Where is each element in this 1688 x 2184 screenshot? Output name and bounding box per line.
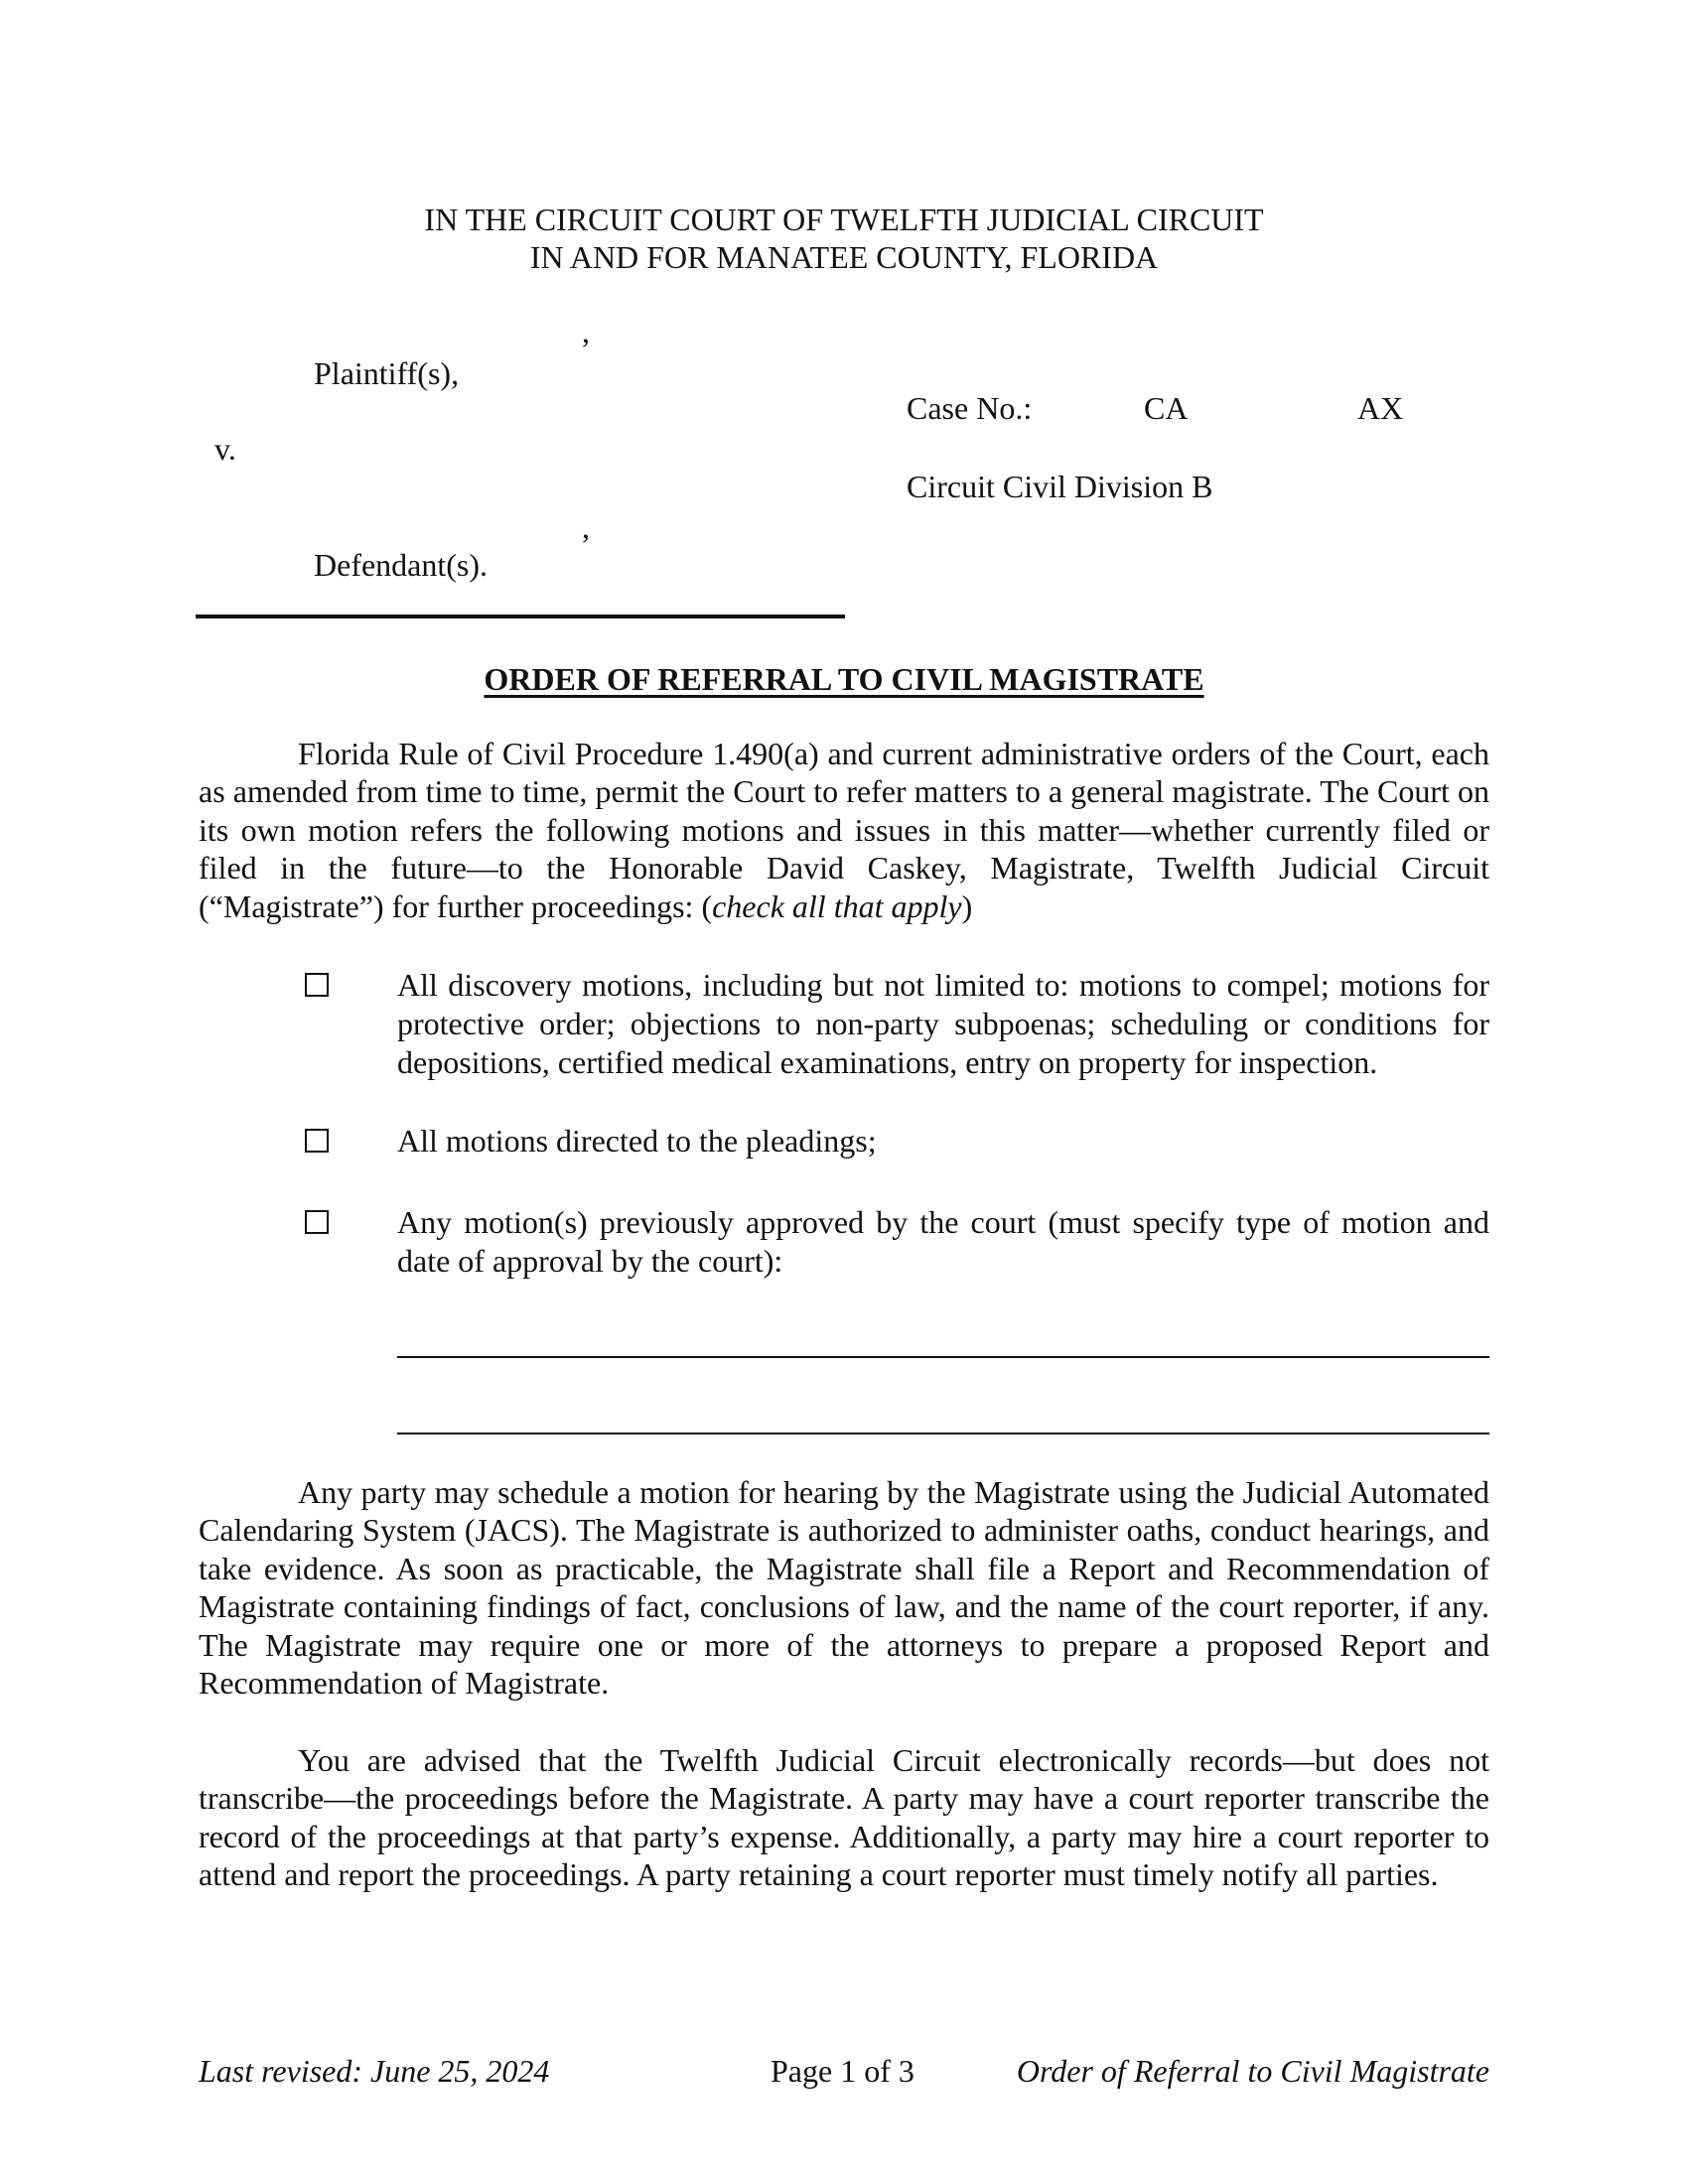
case-ca: CA — [1144, 390, 1189, 426]
option-checkbox-approved[interactable] — [305, 1210, 329, 1234]
plaintiff-label: Plaintiff(s), — [314, 355, 460, 391]
defendant-comma: , — [582, 509, 590, 545]
intro-text: Florida Rule of Civil Procedure 1.490(a) and current administrative orders of the Court, each as amended from time to time, permit the Court to refer matters to a general magistrate. The Court on its own motion refers the following motions and issues in this matter—whether currently filed or filed in the future—to the Honorable David Caskey, Magistrate, Twelfth Judicial Circuit (“Magistrate”) for further proceedings: ( — [199, 736, 1489, 924]
intro-italic: check all that apply — [712, 887, 962, 924]
case-ax: AX — [1357, 390, 1404, 426]
footer-page: Page 1 of 3 — [771, 2053, 914, 2089]
footer-revised: Last revised: June 25, 2024 — [199, 2053, 550, 2089]
fill-in-line-2[interactable] — [397, 1433, 1489, 1434]
case-no-label: Case No.: — [907, 390, 1033, 426]
hearing-paragraph: Any party may schedule a motion for hearing by the Magistrate using the Judicial Automated Calendaring System (JACS). The Magistrate is authorized to administer oaths, conduct hearings, and take evidence. As soon as practicable, the Magistrate shall file a Report and Recommendation of Magistrate containing findings of fact, conclusions of law, and the name of the court reporter, if any. The Magistrate may require one or more of the attorneys to prepare a proposed Report and Recommendation of Magistrate. — [199, 1474, 1489, 1702]
option-label-approved: Any motion(s) previously approved by the court (must specify type of motion and date of approval by the court): — [397, 1204, 1489, 1279]
defendant-label: Defendant(s). — [314, 547, 489, 583]
title-wrap — [0, 663, 1688, 695]
versus-label: v. — [214, 431, 236, 467]
option-label-pleadings: All motions directed to the pleadings; — [397, 1123, 877, 1159]
option-checkbox-pleadings[interactable] — [305, 1129, 329, 1153]
caption-divider — [196, 614, 845, 618]
footer-doc-title: Order of Referral to Civil Magistrate — [1016, 2053, 1489, 2089]
plaintiff-comma: , — [582, 314, 590, 349]
recording-paragraph: You are advised that the Twelfth Judicial Circuit electronically records—but does not transcribe—the proceedings before the Magistrate. A party may have a court reporter transcribe the record of the proceedings at that party’s expense. Additionally, a party may hire a court reporter to attend and report the proceedings. A party retaining a court reporter must timely notify all parties. — [199, 1742, 1489, 1893]
document-title: ORDER OF REFERRAL TO CIVIL MAGISTRATE — [484, 661, 1204, 697]
division-label: Circuit Civil Division B — [907, 469, 1213, 504]
court-header-line2: IN AND FOR MANATEE COUNTY, FLORIDA — [529, 239, 1159, 275]
intro-paragraph — [199, 735, 1489, 925]
fill-in-line-1[interactable] — [397, 1356, 1489, 1358]
intro-close: ) — [961, 887, 973, 924]
court-header-line1: IN THE CIRCUIT COURT OF TWELFTH JUDICIAL CIRCUIT — [424, 202, 1264, 237]
option-label-discovery: All discovery motions, including but not limited to: motions to compel; motions for protective order; objections to non-party subpoenas; scheduling or conditions for depositions, certified medical examinations, entry on property for inspection. — [397, 967, 1489, 1080]
option-checkbox-discovery[interactable] — [305, 973, 329, 997]
